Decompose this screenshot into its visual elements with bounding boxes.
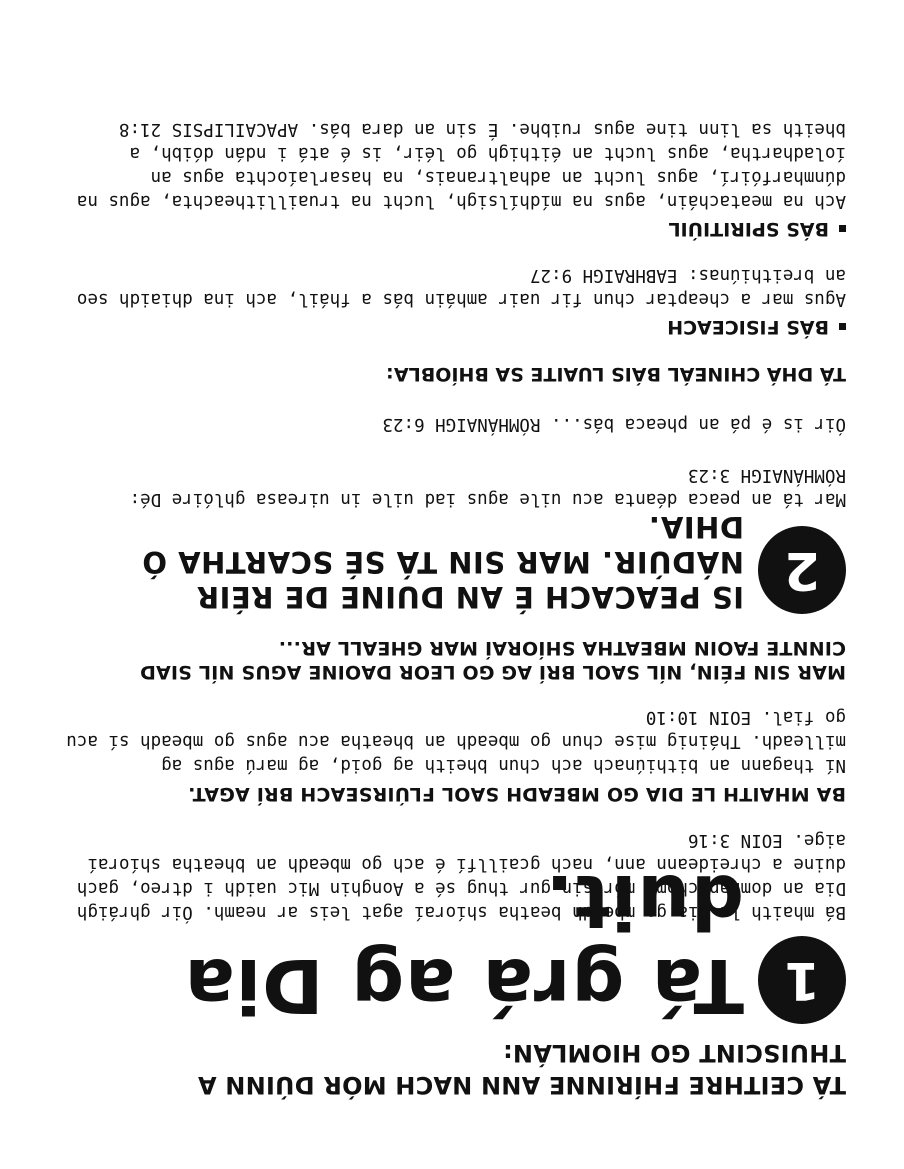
section-1-closing: MAR SIN FÉIN, NÍL SAOL BRÍ AG GO LEOR DAOINE AGUS NÍL SIAD CINNTE FAOIN MBEATHA SHÍORAÍ MAR GHEALL AR... xyxy=(139,637,846,683)
bullet-spiritual-death xyxy=(61,217,846,241)
bullet-physical-death xyxy=(61,315,846,339)
death-types-heading: TÁ DHÁ CHINEÁL BÁIS LUAITE SA BHÍOBLA: xyxy=(385,363,846,385)
section-2-paragraph-2: Óir is é pá an pheaca bás... RÓMHÁNAIGH 6:23 xyxy=(382,414,846,434)
section-1-paragraph: Bá mhaith le Dia go mbeadh beatha shíoraí agat leis ar neamh. Óir ghráigh Dia an domhan chomh mór sin gur thug sé a Aonghin Mic uaidh i dtreo, gach duine a chreideann ann, nach gcaillfí é ach go mbeadh an bheatha shíoraí aige. EOIN 3:16 xyxy=(76,830,846,922)
bullet-spiritual-death-text: Ach na meatacháin, agus na mídhílsigh, lucht na truaillitheachta, agus na dúnmharfóirí, agus lucht an adhaltranais, na hasarlaíochta agus an íoladhartha, agus lucht an éithigh go léir, is é atá i ndán dóibh, a bheith sa linn tine agus ruibhe. É sin an dara bás. APACAILIPSIS 21:8 xyxy=(76,119,846,211)
section-1-title: Tá grá ag Dia duit. xyxy=(183,858,744,1028)
section-1-number-badge: 1 xyxy=(758,936,846,1024)
section-2-number-badge: 2 xyxy=(758,526,846,614)
section-1-subheading: BA MHAITH LE DIA GO MBEADH SAOL FLÚIRSEACH BRÍ AGAT. xyxy=(187,783,846,805)
section-2-paragraph: Mar tá an peaca déanta acu uile agus iad uile in uireasa ghlóire Dé: RÓMHÁNAIGH 3:23 xyxy=(129,465,846,509)
bullet-physical-death-text: Agus mar a cheaptar chun fir uair amháin bás a fháil, ach ina dhiaidh seo an breithiúnas: EABHRAIGH 9:27 xyxy=(76,265,846,309)
bullet-physical-death-label: BÁS FISICEACH xyxy=(667,316,829,338)
section-1-paragraph-2: Ní thagann an bithiúnach ach chun bheith ag goid, ag marú agus ag milleadh. Tháinig mise chun go mbeadh an bheatha acu agus go mbeadh sí acu go fial. EOIN 10:10 xyxy=(66,707,846,775)
section-2-title: IS PEACACH É AN DUINE DE RÉIR NÁDÚIR. MAR SIN TÁ SÉ SCARTHA Ó DHIA. xyxy=(141,510,744,614)
intro-heading: TÁ CEITHRE FHÍRINNE ANN NACH MÓR DÚINN A THUISCINT GO HIOMLÁN: xyxy=(197,1039,846,1099)
bullet-spiritual-death-label: BÁS SPIRITIÚIL xyxy=(668,218,829,240)
bullet-icon xyxy=(839,225,846,232)
bullet-icon xyxy=(839,323,846,330)
